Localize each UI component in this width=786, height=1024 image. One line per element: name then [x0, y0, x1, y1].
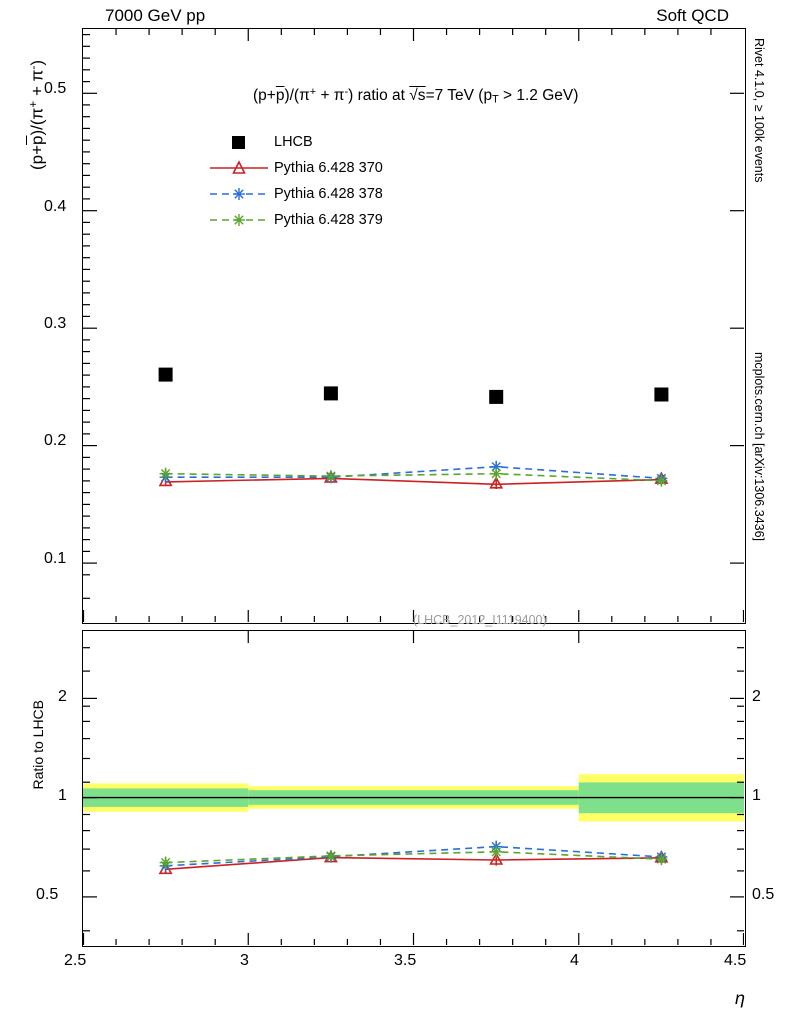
legend-marker-triangle	[208, 157, 270, 179]
legend-item-pythia-379	[208, 207, 468, 233]
legend-item-lhcb	[208, 129, 468, 155]
ytick-ratio-right-0: 0.5	[752, 886, 775, 903]
legend-marker-square	[208, 131, 270, 153]
series-pythia-370	[160, 472, 667, 489]
legend-item-pythia-370	[208, 155, 468, 181]
legend-item-pythia-378	[208, 181, 468, 207]
legend-marker-star-green	[208, 209, 270, 231]
xtick-2: 3.5	[394, 952, 417, 969]
ytick-main-3: 0.4	[44, 198, 67, 215]
xtick-3: 4	[570, 952, 579, 969]
ytick-main-2: 0.3	[44, 315, 67, 332]
legend-label-pythia-379: Pythia 6.428 379	[274, 212, 383, 228]
xtick-1: 3	[240, 952, 249, 969]
legend-label-pythia-370: Pythia 6.428 370	[274, 160, 383, 176]
plot-title: $(p+\overline{p})/(\pi^+ + \pi^-)$ ratio at √s=7 TeV ($p_T > 1.2$ GeV)	[253, 86, 579, 106]
ytick-main-4: 0.5	[44, 80, 67, 97]
legend-label-pythia-378: Pythia 6.428 378	[274, 186, 383, 202]
ytick-main-0: 0.1	[44, 550, 67, 567]
ratio-series-pythia-379	[160, 846, 668, 869]
series-pythia-379	[160, 468, 668, 487]
ytick-ratio-left-1: 1	[58, 787, 67, 804]
legend-label-lhcb: LHCB	[274, 134, 313, 150]
ytick-ratio-right-2: 2	[752, 688, 761, 705]
main-plot-area	[82, 28, 746, 627]
arxiv-reference-label: mcplots.cern.ch [arXiv:1306.3436]	[752, 352, 766, 541]
ytick-ratio-left-2: 2	[58, 688, 67, 705]
rivet-version-label: Rivet 4.1.0, ≥ 100k events	[752, 38, 766, 183]
legend-marker-star-blue	[208, 183, 270, 205]
header-process-label: Soft QCD	[656, 6, 729, 25]
series-lhcb	[159, 368, 669, 404]
xtick-0: 2.5	[64, 952, 87, 969]
legend	[208, 129, 468, 233]
y-axis-title-main: $(p+\overline{p})/(\pi^+ + \pi^-)$	[26, 60, 47, 170]
header-beam-label: 7000 GeV pp	[105, 6, 206, 25]
xtick-4: 4.5	[724, 952, 747, 969]
x-axis-title: η	[735, 988, 745, 1008]
main-plot-svg	[83, 29, 744, 622]
ytick-ratio-right-1: 1	[752, 787, 761, 804]
ytick-main-1: 0.2	[44, 432, 67, 449]
ratio-plot-svg	[83, 631, 744, 945]
ytick-ratio-left-0: 0.5	[36, 886, 59, 903]
ratio-plot-area	[82, 630, 746, 947]
analysis-id-watermark: (LHCB_2012_I1119400)	[413, 613, 547, 627]
y-axis-title-ratio: Ratio to LHCB	[30, 700, 46, 790]
ratio-series-pythia-370	[160, 852, 667, 874]
